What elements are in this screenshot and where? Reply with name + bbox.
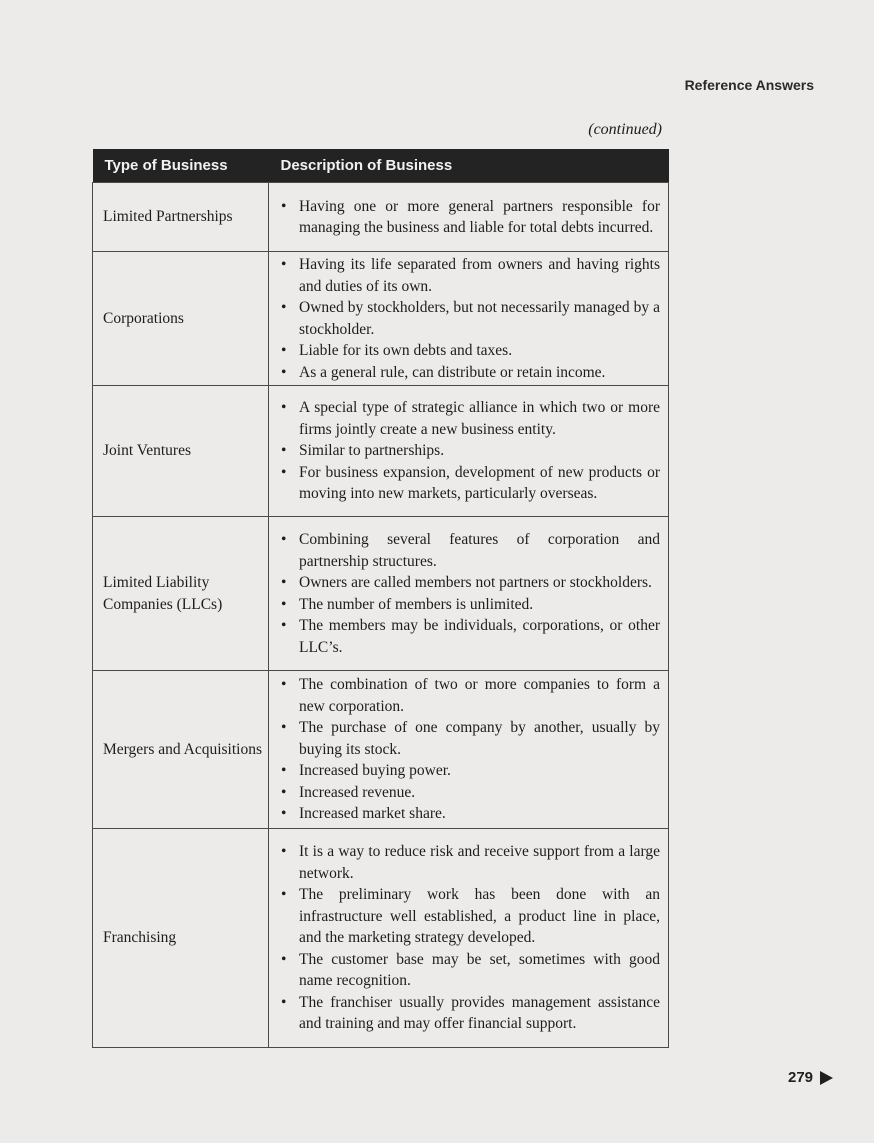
description-list (275, 841, 660, 1035)
business-type-cell: Mergers and Acquisitions (93, 671, 269, 829)
description-item: • Similar to partnerships. (275, 440, 660, 462)
description-item: • For business expansion, development of new products or moving into new markets, particularly overseas. (275, 462, 660, 505)
description-cell (269, 183, 669, 252)
description-cell (269, 517, 669, 671)
description-list (275, 529, 660, 658)
description-item: • Owners are called members not partners or stockholders. (275, 572, 660, 594)
description-item: • Increased buying power. (275, 760, 660, 782)
business-type-cell: Limited Partnerships (93, 183, 269, 252)
running-header: Reference Answers (684, 77, 814, 93)
right-triangle-icon (820, 1071, 833, 1085)
description-item: • The purchase of one company by another, usually by buying its stock. (275, 717, 660, 760)
description-item: • The combination of two or more companies to form a new corporation. (275, 674, 660, 717)
column-header-type: Type of Business (93, 149, 269, 183)
description-cell (269, 671, 669, 829)
description-item: • Liable for its own debts and taxes. (275, 340, 660, 362)
description-item: • The franchiser usually provides management assistance and training and may offer financial support. (275, 992, 660, 1035)
description-list (275, 196, 660, 239)
description-item: • The preliminary work has been done with an infrastructure well established, a product line in place, and the marketing strategy developed. (275, 884, 660, 949)
description-item: • Increased revenue. (275, 782, 660, 804)
table-row (93, 829, 669, 1048)
description-list (275, 674, 660, 825)
description-item: • Having its life separated from owners and having rights and duties of its own. (275, 254, 660, 297)
description-item: • The number of members is unlimited. (275, 594, 660, 616)
table-row (93, 671, 669, 829)
table-row (93, 183, 669, 252)
description-item: • As a general rule, can distribute or retain income. (275, 362, 660, 384)
description-item: • The members may be individuals, corporations, or other LLC’s. (275, 615, 660, 658)
description-item: • Increased market share. (275, 803, 660, 825)
table-row (93, 517, 669, 671)
description-item: • The customer base may be set, sometimes with good name recognition. (275, 949, 660, 992)
continued-label: (continued) (588, 121, 662, 138)
business-type-cell: Franchising (93, 829, 269, 1048)
column-header-description: Description of Business (269, 149, 669, 183)
description-cell (269, 252, 669, 386)
business-type-cell: Limited Liability Companies (LLCs) (93, 517, 269, 671)
description-list (275, 254, 660, 383)
description-list (275, 397, 660, 505)
table-header-row (93, 149, 669, 183)
table-row (93, 252, 669, 386)
page-number: 279 (788, 1069, 814, 1086)
description-item: • A special type of strategic alliance in which two or more firms jointly create a new business entity. (275, 397, 660, 440)
business-types-table (92, 149, 669, 1048)
table-row (93, 386, 669, 517)
business-type-cell: Joint Ventures (93, 386, 269, 517)
description-item: • Combining several features of corporation and partnership structures. (275, 529, 660, 572)
description-cell (269, 386, 669, 517)
description-item: • It is a way to reduce risk and receive support from a large network. (275, 841, 660, 884)
description-cell (269, 829, 669, 1048)
description-item: • Owned by stockholders, but not necessarily managed by a stockholder. (275, 297, 660, 340)
business-type-cell: Corporations (93, 252, 269, 386)
description-item: • Having one or more general partners responsible for managing the business and liable for total debts incurred. (275, 196, 660, 239)
